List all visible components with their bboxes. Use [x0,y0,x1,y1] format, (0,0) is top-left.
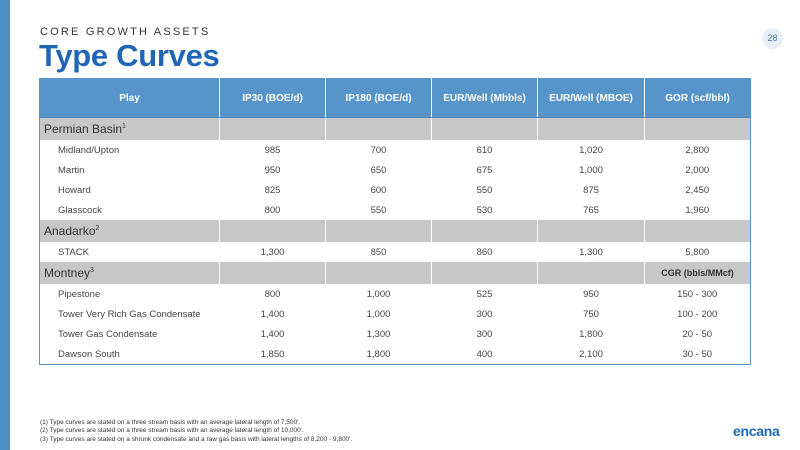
table-cell: 550 [432,180,538,200]
column-header-play: Play [40,79,220,118]
row-label: Tower Very Rich Gas Condensate [40,304,220,324]
table-cell: 1,960 [645,200,751,220]
page-number-badge: 28 [762,28,783,49]
column-header-eur-mboe: EUR/Well (MBOE) [538,79,645,118]
table-cell: 30 - 50 [645,344,751,365]
section-row [40,118,751,141]
section-name-text: Anadarko [44,224,96,238]
page-title: Type Curves [39,38,220,73]
section-subheader-cell [645,118,751,141]
table-cell: 675 [432,160,538,180]
table-cell: 530 [432,200,538,220]
table-row [40,242,751,262]
table-row [40,180,751,200]
section-empty-cell [326,220,432,242]
row-label: Tower Gas Condensate [40,324,220,344]
table-row [40,324,751,344]
table-cell: 1,300 [220,242,326,262]
row-label: Howard [40,180,220,200]
section-empty-cell [538,262,645,284]
footnote: (2) Type curves are stated on a three stream basis with an average lateral length of 10,000'. [40,427,304,435]
table-row [40,200,751,220]
table-cell: 20 - 50 [645,324,751,344]
column-header-eur-mbbls: EUR/Well (Mbbls) [432,79,538,118]
table-cell: 525 [432,284,538,304]
table-cell: 1,850 [220,344,326,365]
footnotes [40,419,352,444]
table-cell: 400 [432,344,538,365]
row-label: Dawson South [40,344,220,365]
section-empty-cell [220,118,326,141]
table-cell: 650 [326,160,432,180]
row-label: STACK [40,242,220,262]
section-name-text: Permian Basin [44,122,123,136]
table-cell: 1,800 [326,344,432,365]
table-cell: 1,000 [326,304,432,324]
footnote-ref: 3 [90,267,94,274]
section-row [40,262,751,284]
table-cell: 1,300 [538,242,645,262]
section-subheader-cell: CGR (bbls/MMcf) [645,262,751,284]
type-curves-table [39,78,751,365]
section-empty-cell [220,262,326,284]
table-cell: 825 [220,180,326,200]
table-cell: 610 [432,140,538,160]
column-header-gor: GOR (scf/bbl) [645,79,751,118]
table-cell: 875 [538,180,645,200]
table-header-row [40,79,751,118]
table-cell: 1,020 [538,140,645,160]
left-accent-bar [0,0,10,450]
section-row [40,220,751,242]
table-cell: 750 [538,304,645,324]
table-cell: 1,800 [538,324,645,344]
table-cell: 600 [326,180,432,200]
column-header-ip180: IP180 (BOE/d) [326,79,432,118]
section-empty-cell [432,118,538,141]
section-empty-cell [220,220,326,242]
table-cell: 1,400 [220,324,326,344]
table-cell: 800 [220,200,326,220]
row-label: Glasscock [40,200,220,220]
row-label: Midland/Upton [40,140,220,160]
table-cell: 2,000 [645,160,751,180]
table-body [40,118,751,365]
column-header-ip30: IP30 (BOE/d) [220,79,326,118]
table-cell: 1,000 [326,284,432,304]
table-cell: 2,450 [645,180,751,200]
section-name [40,220,220,242]
section-empty-cell [326,262,432,284]
table-cell: 800 [220,284,326,304]
table-row [40,160,751,180]
section-subheader-cell [645,220,751,242]
table-cell: 2,100 [538,344,645,365]
table-cell: 5,800 [645,242,751,262]
section-empty-cell [538,118,645,141]
table-cell: 1,300 [326,324,432,344]
section-eyebrow: CORE GROWTH ASSETS [40,26,211,38]
footnote-ref: 1 [122,123,126,130]
section-empty-cell [326,118,432,141]
table-cell: 2,800 [645,140,751,160]
row-label: Pipestone [40,284,220,304]
table-cell: 150 - 300 [645,284,751,304]
section-name [40,118,220,141]
table-row [40,284,751,304]
section-empty-cell [432,220,538,242]
table-cell: 550 [326,200,432,220]
section-empty-cell [538,220,645,242]
section-name-text: Montney [44,266,91,280]
table-row [40,304,751,324]
row-label: Martin [40,160,220,180]
footnote: (1) Type curves are stated on a three stream basis with an average lateral length of 7,500'. [40,419,301,426]
table-cell: 950 [220,160,326,180]
table-cell: 860 [432,242,538,262]
section-empty-cell [432,262,538,284]
table-cell: 300 [432,304,538,324]
footnote-ref: 2 [95,225,100,232]
table-cell: 950 [538,284,645,304]
footnote: (3) Type curves are stated on a shrunk condensate and a raw gas basis with lateral lengths of 8,200 - 9,800'. [40,435,353,443]
table-cell: 1,400 [220,304,326,324]
section-name [40,262,220,284]
company-logo: encana [733,423,780,439]
table-cell: 985 [220,140,326,160]
table-cell: 765 [538,200,645,220]
table-cell: 1,000 [538,160,645,180]
table-cell: 100 - 200 [645,304,751,324]
table-cell: 700 [326,140,432,160]
table-row [40,344,751,365]
table-cell: 300 [432,324,538,344]
table-cell: 850 [326,242,432,262]
table-row [40,140,751,160]
